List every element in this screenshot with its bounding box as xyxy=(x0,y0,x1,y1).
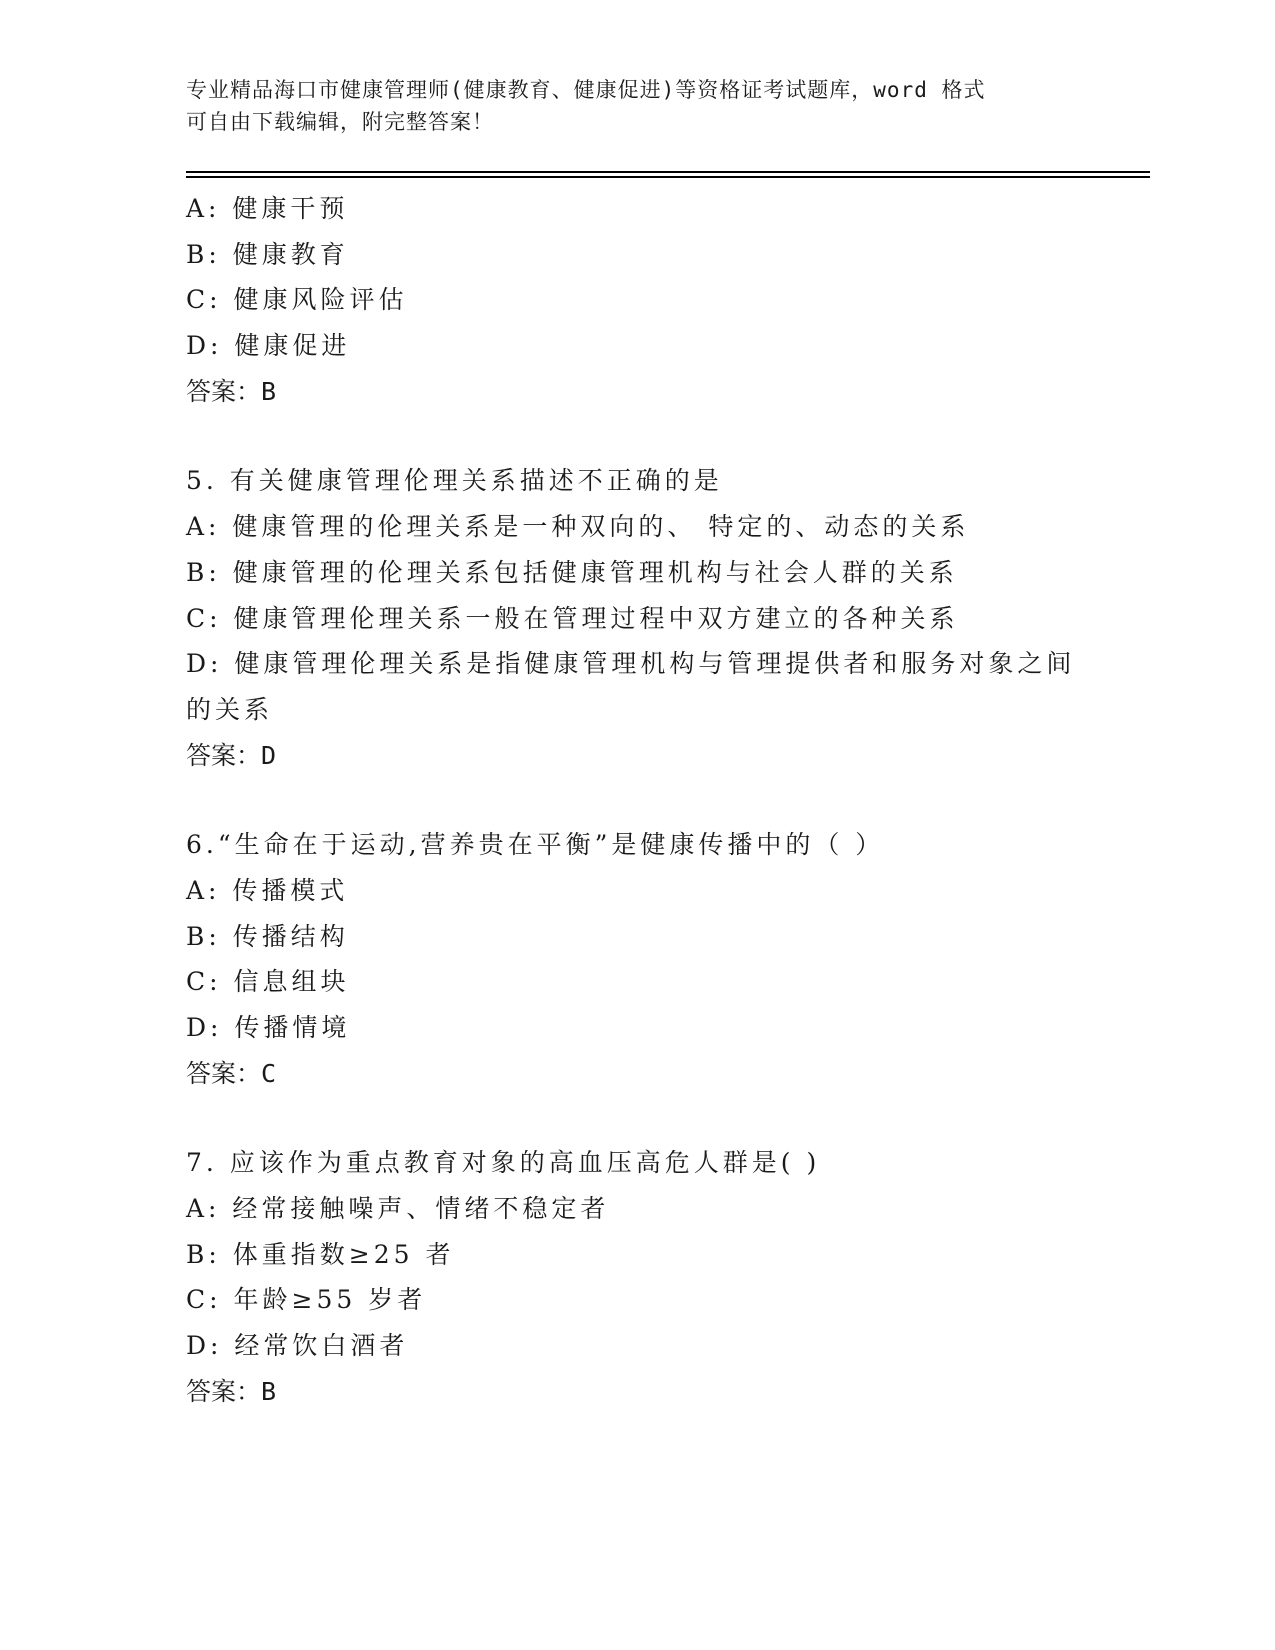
question-stem: 7. 应该作为重点教育对象的高血压高危人群是( ) xyxy=(186,1148,821,1178)
answer: 答案：B xyxy=(186,1376,277,1406)
option-c: C: 健康管理伦理关系一般在管理过程中双方建立的各种关系 xyxy=(186,603,959,633)
answer: 答案：D xyxy=(186,740,277,770)
option-c: C: 信息组块 xyxy=(186,967,350,997)
option-d: D: 经常饮白酒者 xyxy=(186,1331,409,1361)
option-d: D: 健康促进 xyxy=(186,331,351,361)
option-b: B: 健康教育 xyxy=(186,239,349,269)
option-b: B: 健康管理的伦理关系包括健康管理机构与社会人群的关系 xyxy=(186,557,958,587)
option-d: D: 传播情境 xyxy=(186,1013,351,1042)
question-stem: 6.“生命在于运动,营养贵在平衡”是健康传播中的（ ） xyxy=(186,830,885,860)
header-rule-top xyxy=(186,171,1150,173)
header-rule-bottom xyxy=(186,176,1150,178)
question-7 xyxy=(186,1140,1086,1414)
option-a: A: 健康管理的伦理关系是一种双向的、 特定的、动态的关系 xyxy=(186,512,970,542)
header-line-1: 专业精品海口市健康管理师(健康教育、健康促进)等资格证考试题库，word 格式 xyxy=(186,78,986,102)
option-c: C: 年龄≥55 岁者 xyxy=(186,1285,427,1315)
option-c: C: 健康风险评估 xyxy=(186,285,408,315)
answer: 答案：B xyxy=(186,376,277,406)
question-stem: 5. 有关健康管理伦理关系描述不正确的是 xyxy=(186,466,723,496)
option-a: A: 经常接触噪声、情绪不稳定者 xyxy=(186,1194,610,1224)
document-header xyxy=(186,74,1086,138)
option-d: D: 健康管理伦理关系是指健康管理机构与管理提供者和服务对象之间 xyxy=(186,649,1076,679)
option-a: A: 健康干预 xyxy=(186,194,349,223)
option-a: A: 传播模式 xyxy=(186,875,349,905)
option-b: B: 传播结构 xyxy=(186,921,349,951)
header-line-2: 可自由下载编辑，附完整答案！ xyxy=(186,110,494,134)
option-d-continued: 的关系 xyxy=(186,694,274,724)
option-b: B: 体重指数≥25 者 xyxy=(186,1239,455,1269)
question-5 xyxy=(186,458,1086,778)
question-list xyxy=(186,186,1086,1415)
question-4-tail xyxy=(186,186,1086,414)
question-6 xyxy=(186,822,1086,1096)
answer: 答案：C xyxy=(186,1058,277,1088)
